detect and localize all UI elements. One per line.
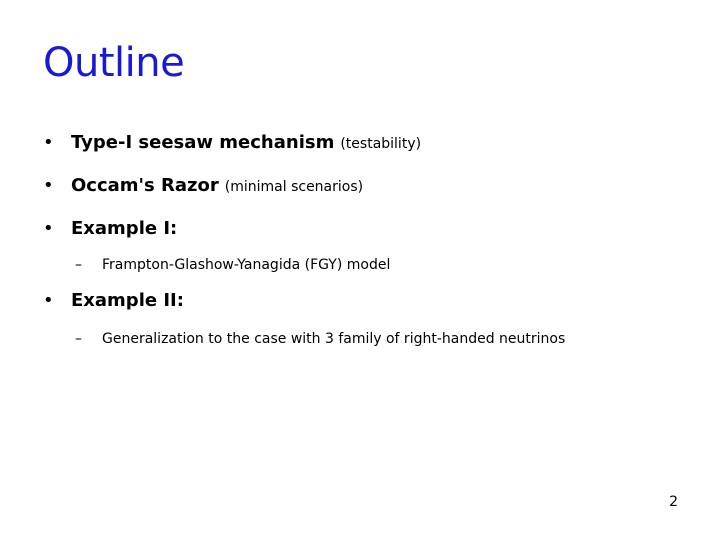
page-number: 2: [669, 494, 678, 510]
sub-item: [75, 331, 565, 347]
slide-title: Outline: [43, 40, 185, 86]
bullet-note: (testability): [340, 136, 422, 152]
bullet-text: Occam's Razor: [71, 175, 219, 196]
sub-marker: –: [75, 331, 82, 347]
bullet-marker: •: [43, 218, 54, 239]
bullet-text: Example II:: [71, 290, 184, 311]
bullet-marker: •: [43, 132, 54, 153]
bullet-text: Example I:: [71, 218, 178, 239]
sub-text: Frampton-Glashow-Yanagida (FGY) model: [102, 257, 391, 273]
sub-text: Generalization to the case with 3 family of right-handed neutrinos: [102, 331, 566, 347]
bullet-item: [43, 132, 421, 153]
bullet-marker: •: [43, 175, 54, 196]
bullet-item: [43, 218, 177, 239]
bullet-item: [43, 175, 363, 196]
bullet-marker: •: [43, 290, 54, 311]
bullet-item: [43, 290, 184, 311]
sub-item: [75, 257, 390, 273]
bullet-text: Type-I seesaw mechanism: [71, 132, 335, 153]
sub-marker: –: [75, 257, 82, 273]
bullet-note: (minimal scenarios): [224, 179, 364, 195]
